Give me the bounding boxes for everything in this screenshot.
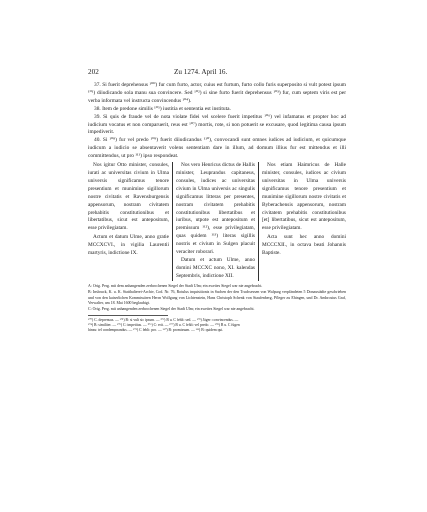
paragraph-40: 40. Si ¹⁰⁸) fur vel predo ¹⁰⁹) fuerit diiudicandus ¹¹⁰), convocandi sunt omnes iudices ad iudicium, et quicumque iudicum a iudicio se absentaverit volens sententiam dare in illum, ad domum illius fur est mittendus et illi committendus, ut pro ¹¹¹) ipso respondeat. xyxy=(88,137,346,160)
source-note: C: Orig. Perg. mit anhangenden zerbrochenen Siegel der Stadt Ulm; ein zweites Siegel war nie angebracht. xyxy=(88,306,255,311)
three-column-confirmations xyxy=(88,162,346,281)
page-number: 202 xyxy=(88,68,99,76)
dating-clause: Acta sunt hec anno domini MCCCXII., in octava beati Johannis Baptiste. xyxy=(262,233,346,256)
column-1296 xyxy=(88,162,172,281)
paragraph-38: 38. Item de predone similis ¹⁰⁵) iustitia et sententia est instituta. xyxy=(94,105,231,112)
confirmation-text: Nos etiam Haimricus de Halle minister, consules, iudices ac civium universitas in Ulma universis significamus tenore presentium et munimine sigillorum nostre civitatis et Byberachensis appensorum, nostram civitatem prehabitis constitutionibus [et] libertatibus, sicut est antepositum, esse privilegiatam. xyxy=(262,162,346,232)
paragraph-39: 39. Si quis de fraude vel de nota violate fidei vel scelere fuerit impetitus ¹⁰⁶) vel infamatus et propter hoc ad iudicium vocatus et non comparuerit, reus est ¹⁰⁷) mortis, rote, si non potuerit se excusare, quod legitima causa ipsum impediverit. xyxy=(88,113,346,136)
column-1299 xyxy=(172,162,259,281)
source-note: A: Orig. Perg. mit dem anhangenden zerbrochenen Siegel der Stadt Ulm; ein zweites Siegel war nie angebracht. xyxy=(88,284,263,289)
footnote-divider xyxy=(88,315,168,316)
running-header xyxy=(88,68,346,78)
footnotes xyxy=(88,318,346,334)
footnote-line: ¹⁰⁰) C. deprensus. — ¹⁰¹) B: si vult sic ipsum. — ¹⁰²) B u. C fehlt: sed. — ¹⁰³) Jäger: convincendus. — xyxy=(88,317,239,322)
running-title: Zu 1274. April 16. xyxy=(174,68,228,76)
dating-clause: Datum et actum Ulme, anno domini MCCXC nono, XI. kalendas Septembris, indictione XII. xyxy=(176,257,255,280)
source-note: B: Insbruck, K. u. K. Statthalterei-Archiv, Cod. Nr. 76, Rotulus inquisitionis in Sachen der den Truchsessen von Walpurg verpfändeten 5 Donaustädte geschrieben und von den kaiserlichen Kommissären Herrn Wolfgang von Lichtenstein, Hans Christoph Schenk von Staufenberg, Pfleger zu Ehingen, und Dr. Ambrosius Graf, Verwalter, am 18. Mai 1600 beglaubigt. xyxy=(88,289,346,306)
footnote-line: hinzu: tel condempnandus. — ¹⁰⁹) C fehlt: pro. — ¹¹⁰) B: promissum. — ¹¹¹) B: quidem qui. xyxy=(88,328,224,333)
paragraph-37: 37. Si fuerit deprehensus ¹⁰⁰) fur cum furto, actor, cuius est furtum, furto collo furis superposito si vult potest ipsum ¹⁰¹) diiudicando sola manu sua convincere. Sed ¹⁰²) si sine furto fuerit deprehensus ¹⁰³) fur, cum septem viris est per verba informata vel instructa convincendus ¹⁰⁴). xyxy=(88,82,346,104)
dating-clause: Actum et datum Ulme, anno gratie MCCXCVI., in vigilia Laurentii martyris, indictione IX. xyxy=(88,233,169,256)
confirmation-text: Nos vero Henricus dictus de Hallis minister, Leuprandus capitaneus, consules, iudices ac universitas civium in Ulma universis ac singulis significamus litteras per presentes, nostram civitatem prehabitis constitutionibus libertatibus et iuribus, utpote est antepositum et premissum ¹¹²), esse privilegiatam, quas quidem ¹¹³) literas sigillis nostris et civium in Sulgen placuit veraciter roborari. xyxy=(176,162,255,256)
confirmation-text: Nos igitur Otto minister, consules, iurati ac universitas civium in Ulma universis significamus tenore presentium et munimine sigillorum nostre civitatis et Ravensburgensis appensorum, nostram civitatem prehabitis constitutionibus et libertatibus, sicut est antepositum, esse privilegiatam. xyxy=(88,162,169,232)
footnote-line: ¹⁰⁴) B: similiter. — ¹⁰⁵) C: impetitus. — ¹⁰⁶) C: erit. — ¹⁰⁷) B u. C fehlt: vel predo. — ¹⁰⁸) B u. C fügen xyxy=(88,323,240,328)
source-notes xyxy=(88,284,346,313)
document-body xyxy=(88,82,346,334)
column-1312 xyxy=(259,162,346,281)
